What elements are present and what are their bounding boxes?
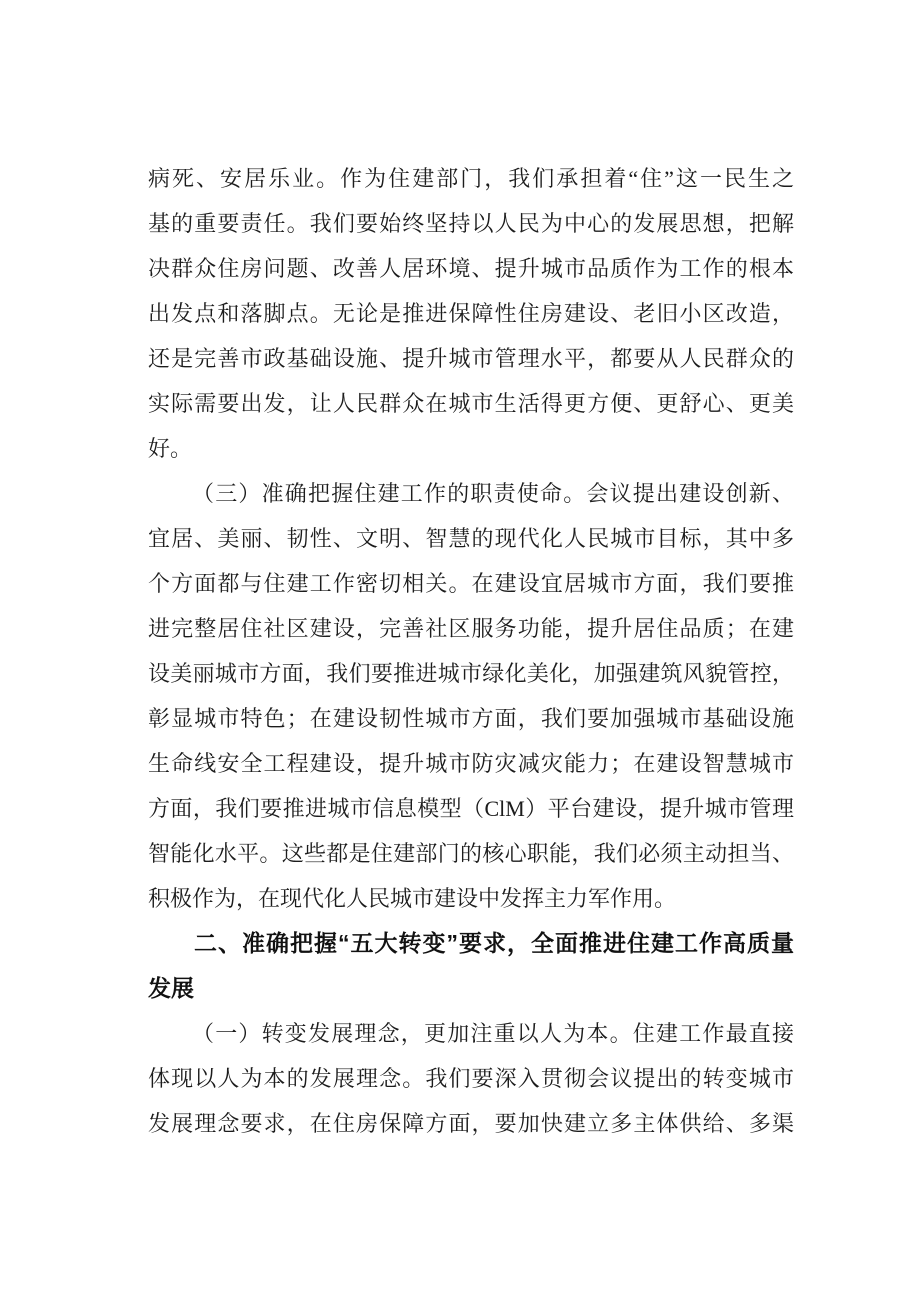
text-line: 设美丽城市方面，我们要推进城市绿化美化，加强建筑风貌管控， xyxy=(148,661,794,686)
text-line: 决群众住房问题、改善人居环境、提升城市品质作为工作的根本 xyxy=(148,256,794,281)
text-line: 出发点和落脚点。无论是推进保障性住房建设、老旧小区改造， xyxy=(148,301,794,326)
text-line: 还是完善市政基础设施、提升城市管理水平，都要从人民群众的 xyxy=(148,346,794,371)
paragraph-end-line: 好。 xyxy=(148,436,193,461)
text-line: 个方面都与住建工作密切相关。在建设宜居城市方面，我们要推 xyxy=(148,571,794,596)
section-heading-line: 二、准确把握“五大转变”要求，全面推进住建工作高质量 xyxy=(194,930,794,956)
text-line: 发展理念要求，在住房保障方面，要加快建立多主体供给、多渠 xyxy=(148,1111,794,1136)
text-line: 病死、安居乐业。作为住建部门，我们承担着“住”这一民生之 xyxy=(148,166,794,191)
paragraph-end-line: 积极作为，在现代化人民城市建设中发挥主力军作用。 xyxy=(148,886,677,911)
text-line: 进完整居住社区建设，完善社区服务功能，提升居住品质；在建 xyxy=(148,616,794,641)
text-line: 生命线安全工程建设，提升城市防灾减灾能力；在建设智慧城市 xyxy=(148,751,794,776)
document-body xyxy=(148,156,794,1146)
text-line: 实际需要出发，让人民群众在城市生活得更方便、更舒心、更美 xyxy=(148,391,794,416)
paragraph-start-line: （三）准确把握住建工作的职责使命。会议提出建设创新、 xyxy=(192,481,794,506)
section-heading-line: 发展 xyxy=(148,975,194,1001)
text-line: 宜居、美丽、韧性、文明、智慧的现代化人民城市目标，其中多 xyxy=(148,526,794,551)
paragraph-start-line: （一）转变发展理念，更加注重以人为本。住建工作最直接 xyxy=(192,1021,794,1046)
text-line: 彰显城市特色；在建设韧性城市方面，我们要加强城市基础设施 xyxy=(148,706,794,731)
text-line: 基的重要责任。我们要始终坚持以人民为中心的发展思想，把解 xyxy=(148,211,794,236)
text-line: 体现以人为本的发展理念。我们要深入贯彻会议提出的转变城市 xyxy=(148,1066,794,1091)
text-line: 方面，我们要推进城市信息模型（ClM）平台建设，提升城市管理 xyxy=(148,796,794,821)
text-line: 智能化水平。这些都是住建部门的核心职能，我们必须主动担当、 xyxy=(148,841,794,866)
